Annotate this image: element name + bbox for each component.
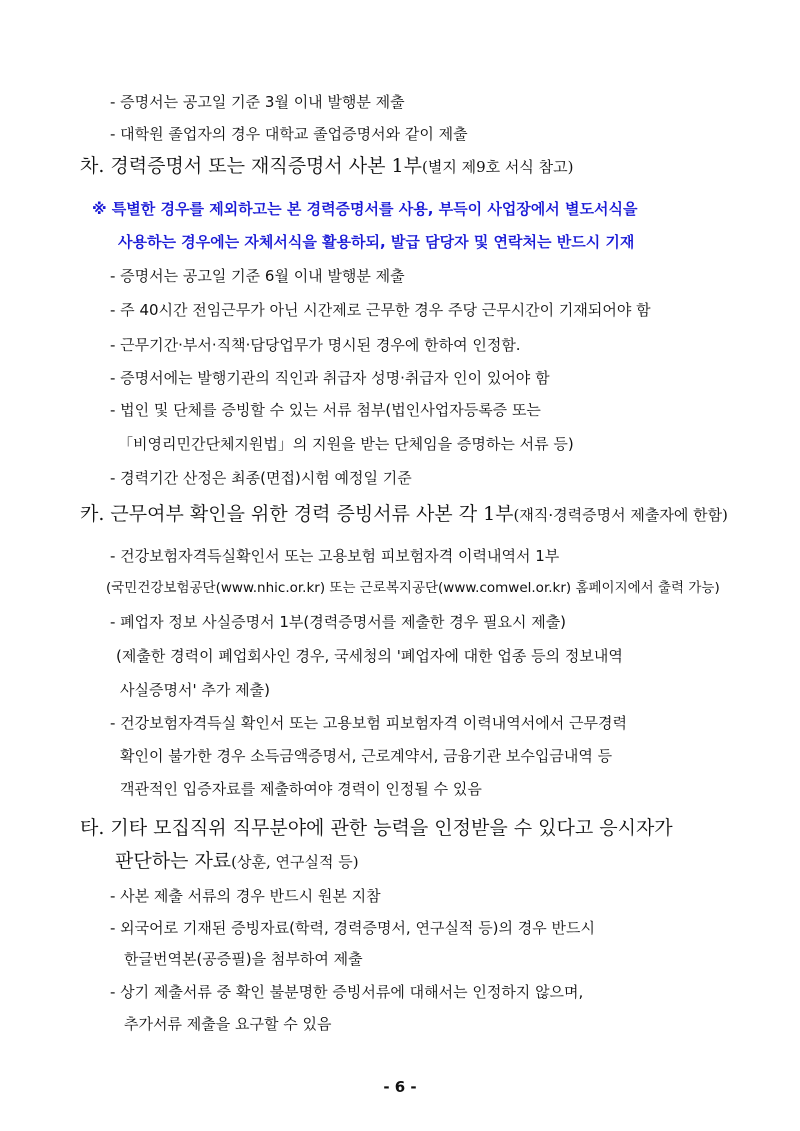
list-item: 추가서류 제출을 요구할 수 있음 [124, 1015, 332, 1033]
list-item: - 경력기간 산정은 최종(면접)시험 예정일 기준 [110, 469, 412, 487]
heading-sub: (재직·경력증명서 제출자에 한함) [513, 506, 728, 524]
list-item: 사실증명서' 추가 제출) [120, 681, 270, 699]
heading-text: 차. 경력증명서 또는 재직증명서 사본 1부 [80, 155, 422, 177]
section-heading-ka [80, 502, 728, 527]
section-heading-ta-line2 [115, 849, 359, 874]
list-item: - 근무기간·부서·직책·담당업무가 명시된 경우에 한하여 인정함. [110, 336, 521, 354]
list-item: - 주 40시간 전임근무가 아닌 시간제로 근무한 경우 주당 근무시간이 기재되어야 함 [110, 301, 651, 319]
list-item: 한글번역본(공증필)을 첨부하여 제출 [124, 950, 363, 968]
text-line: - 증명서는 공고일 기준 3월 이내 발행분 제출 [110, 93, 405, 111]
list-item: (국민건강보험공단(www.nhic.or.kr) 또는 근로복지공단(www.comwel.or.kr) 홈페이지에서 출력 가능) [106, 580, 720, 596]
list-item: 객관적인 입증자료를 제출하여야 경력이 인정될 수 있음 [120, 780, 482, 798]
heading-text: 판단하는 자료 [115, 850, 232, 872]
heading-sub: (상훈, 연구실적 등) [231, 853, 359, 871]
list-item: 「비영리민간단체지원법」의 지원을 받는 단체임을 증명하는 서류 등) [118, 435, 574, 453]
list-item: - 증명서에는 발행기관의 직인과 취급자 성명·취급자 인이 있어야 함 [110, 369, 550, 387]
list-item: (제출한 경력이 폐업회사인 경우, 국세청의 '폐업자에 대한 업종 등의 정보내역 [116, 647, 623, 665]
list-item: - 건강보험자격득실 확인서 또는 고용보험 피보험자격 이력내역서에서 근무경력 [110, 714, 627, 732]
section-heading-ta: 타. 기타 모집직위 직무분야에 관한 능력을 인정받을 수 있다고 응시자가 [80, 817, 673, 839]
list-item: - 외국어로 기재된 증빙자료(학력, 경력증명서, 연구실적 등)의 경우 반드시 [110, 919, 596, 937]
notice-line: 사용하는 경우에는 자체서식을 활용하되, 발급 담당자 및 연락처는 반드시 기재 [118, 233, 635, 251]
list-item: - 사본 제출 서류의 경우 반드시 원본 지참 [110, 887, 381, 905]
heading-sub: (별지 제9호 서식 참고) [422, 158, 574, 176]
heading-text: 카. 근무여부 확인을 위한 경력 증빙서류 사본 각 1부 [80, 503, 514, 525]
page-number: - 6 - [383, 1078, 417, 1096]
text-line: - 대학원 졸업자의 경우 대학교 졸업증명서와 같이 제출 [110, 125, 468, 143]
list-item: - 상기 제출서류 중 확인 불분명한 증빙서류에 대해서는 인정하지 않으며, [110, 983, 584, 1001]
list-item: - 건강보험자격득실확인서 또는 고용보험 피보험자격 이력내역서 1부 [110, 547, 560, 565]
list-item: - 법인 및 단체를 증빙할 수 있는 서류 첨부(법인사업자등록증 또는 [110, 401, 541, 419]
list-item: - 폐업자 정보 사실증명서 1부(경력증명서를 제출한 경우 필요시 제출) [110, 613, 567, 631]
section-heading-cha [80, 154, 573, 179]
list-item: 확인이 불가한 경우 소득금액증명서, 근로계약서, 금융기관 보수입금내역 등 [120, 747, 613, 765]
list-item: - 증명서는 공고일 기준 6월 이내 발행분 제출 [110, 267, 405, 285]
notice-line: ※ 특별한 경우를 제외하고는 본 경력증명서를 사용, 부득이 사업장에서 별도서식을 [92, 200, 638, 218]
